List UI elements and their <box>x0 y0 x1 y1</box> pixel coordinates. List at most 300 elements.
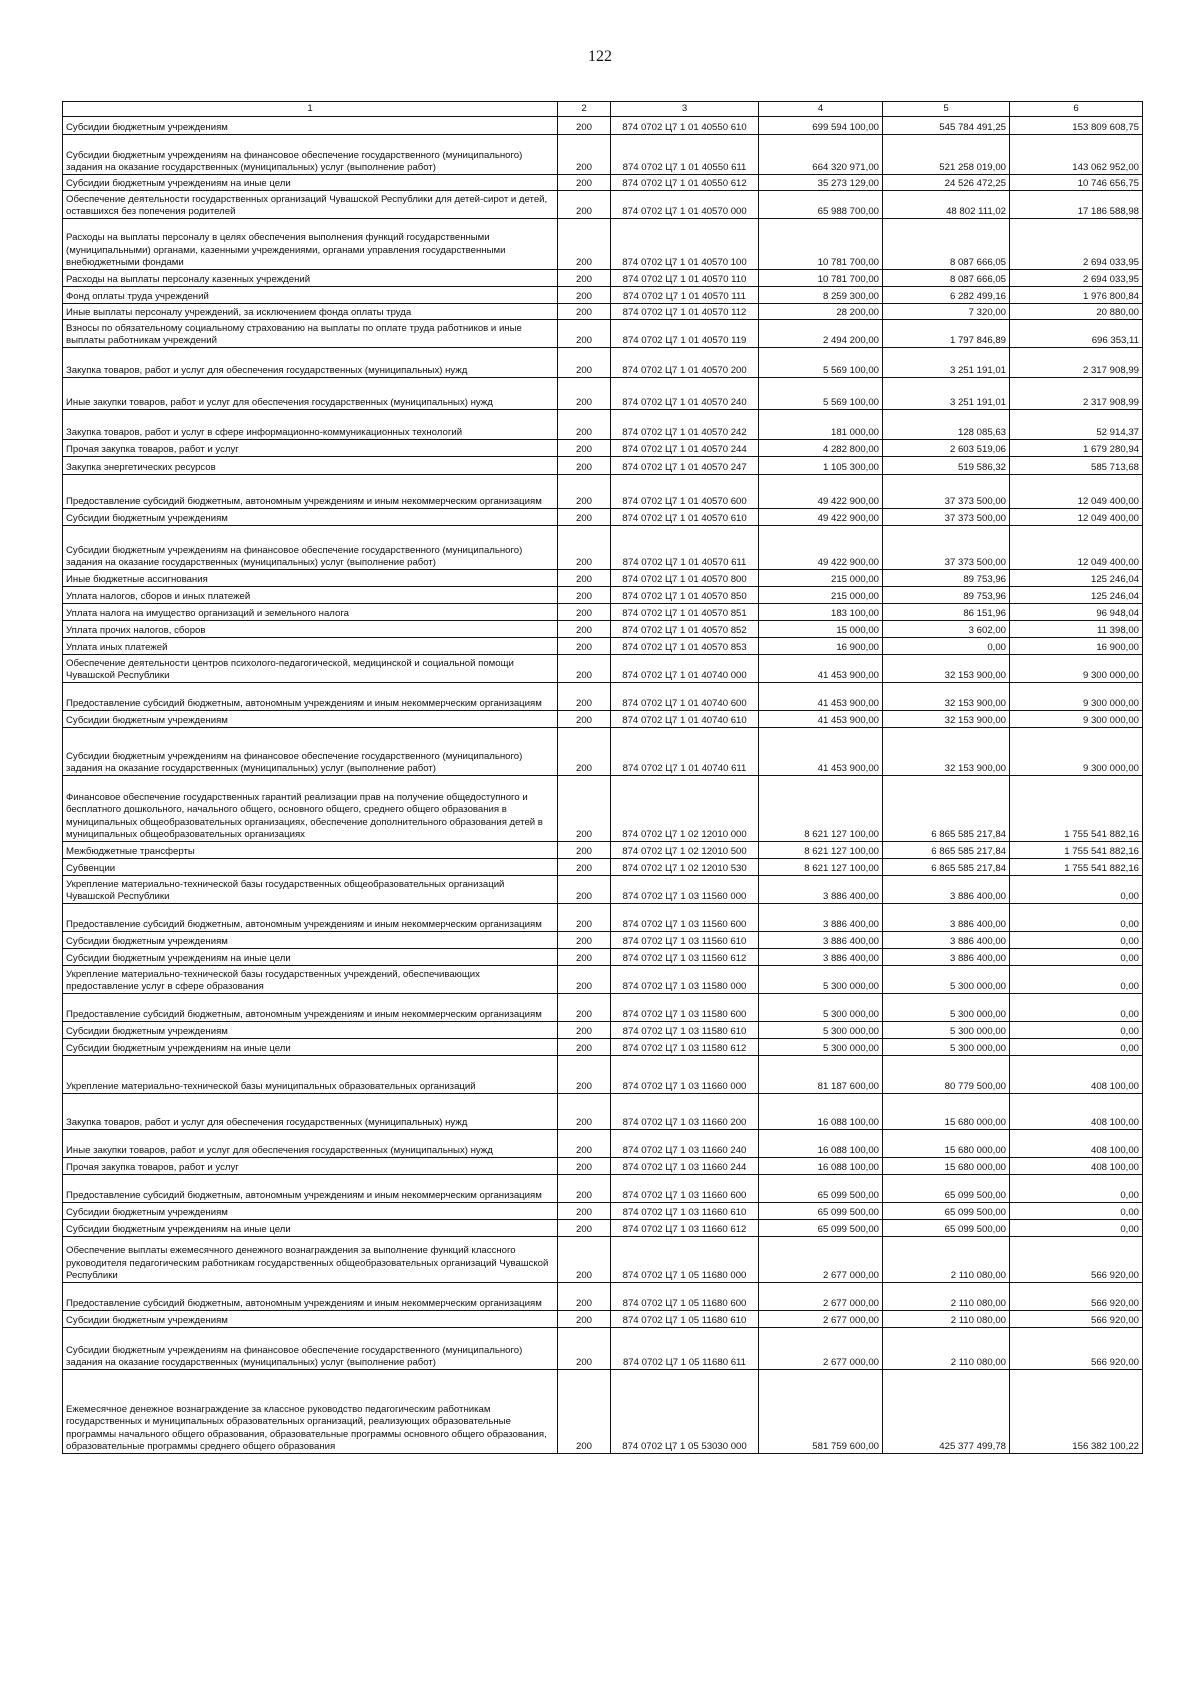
row-value-6-cell: 566 920,00 <box>1010 1311 1143 1328</box>
row-name-cell: Фонд оплаты труда учреждений <box>63 287 558 304</box>
row-value-6-cell: 0,00 <box>1010 994 1143 1022</box>
row-kbk-cell: 874 0702 Ц7 1 05 11680 611 <box>611 1328 759 1370</box>
table-body <box>63 117 1143 1454</box>
table-row <box>63 304 1143 320</box>
row-value-6-cell: 9 300 000,00 <box>1010 655 1143 683</box>
row-name-cell: Иные бюджетные ассигнования <box>63 570 558 587</box>
row-value-4-cell: 183 100,00 <box>759 604 883 621</box>
row-code-cell: 200 <box>558 1370 611 1454</box>
row-kbk-cell: 874 0702 Ц7 1 01 40550 610 <box>611 117 759 135</box>
row-code-cell: 200 <box>558 859 611 876</box>
row-kbk-cell: 874 0702 Ц7 1 01 40740 611 <box>611 728 759 776</box>
row-code-cell: 200 <box>558 638 611 655</box>
row-name-cell: Предоставление субсидий бюджетным, автономным учреждениям и иным некоммерческим организациям <box>63 904 558 932</box>
row-value-6-cell: 2 317 908,99 <box>1010 348 1143 378</box>
row-value-4-cell: 16 088 100,00 <box>759 1130 883 1158</box>
table-row <box>63 1039 1143 1056</box>
row-value-4-cell: 8 621 127 100,00 <box>759 859 883 876</box>
row-value-5-cell: 5 300 000,00 <box>883 994 1010 1022</box>
row-name-cell: Субсидии бюджетным учреждениям <box>63 1022 558 1039</box>
row-name-cell: Субсидии бюджетным учреждениям на иные цели <box>63 175 558 191</box>
row-kbk-cell: 874 0702 Ц7 1 01 40570 112 <box>611 304 759 320</box>
row-code-cell: 200 <box>558 1022 611 1039</box>
row-code-cell: 200 <box>558 570 611 587</box>
row-name-cell: Предоставление субсидий бюджетным, автономным учреждениям и иным некоммерческим организациям <box>63 1283 558 1311</box>
row-value-5-cell: 15 680 000,00 <box>883 1158 1010 1175</box>
row-value-6-cell: 0,00 <box>1010 904 1143 932</box>
row-kbk-cell: 874 0702 Ц7 1 03 11580 000 <box>611 966 759 994</box>
row-name-cell: Субвенции <box>63 859 558 876</box>
row-value-6-cell: 12 049 400,00 <box>1010 509 1143 526</box>
row-value-6-cell: 12 049 400,00 <box>1010 526 1143 570</box>
row-code-cell: 200 <box>558 655 611 683</box>
row-kbk-cell: 874 0702 Ц7 1 01 40570 852 <box>611 621 759 638</box>
row-code-cell: 200 <box>558 621 611 638</box>
row-value-5-cell: 6 865 585 217,84 <box>883 859 1010 876</box>
row-kbk-cell: 874 0702 Ц7 1 03 11660 600 <box>611 1175 759 1203</box>
row-value-4-cell: 5 300 000,00 <box>759 966 883 994</box>
row-value-4-cell: 16 088 100,00 <box>759 1094 883 1130</box>
row-value-6-cell: 566 920,00 <box>1010 1283 1143 1311</box>
row-value-6-cell: 408 100,00 <box>1010 1094 1143 1130</box>
row-kbk-cell: 874 0702 Ц7 1 03 11660 240 <box>611 1130 759 1158</box>
row-code-cell: 200 <box>558 1056 611 1094</box>
row-value-5-cell: 8 087 666,05 <box>883 270 1010 287</box>
row-code-cell: 200 <box>558 728 611 776</box>
row-value-4-cell: 2 677 000,00 <box>759 1311 883 1328</box>
row-value-4-cell: 215 000,00 <box>759 587 883 604</box>
row-name-cell: Субсидии бюджетным учреждениям на финансовое обеспечение государственного (муниципального) задания на оказание государственных (муниципальных) услуг (выполнение работ) <box>63 1328 558 1370</box>
row-code-cell: 200 <box>558 1094 611 1130</box>
row-kbk-cell: 874 0702 Ц7 1 01 40550 612 <box>611 175 759 191</box>
row-value-4-cell: 8 259 300,00 <box>759 287 883 304</box>
budget-table <box>62 101 1143 1454</box>
row-value-6-cell: 1 755 541 882,16 <box>1010 842 1143 859</box>
row-value-5-cell: 3 886 400,00 <box>883 876 1010 904</box>
row-name-cell: Расходы на выплаты персоналу в целях обеспечения выполнения функций государственными (муниципальными) органами, казенными учреждениями, органами управления государственными внебюджетными фондами <box>63 219 558 270</box>
row-name-cell: Уплата иных платежей <box>63 638 558 655</box>
row-value-5-cell: 2 110 080,00 <box>883 1283 1010 1311</box>
row-code-cell: 200 <box>558 1311 611 1328</box>
row-kbk-cell: 874 0702 Ц7 1 01 40570 240 <box>611 378 759 410</box>
table-row <box>63 378 1143 410</box>
row-kbk-cell: 874 0702 Ц7 1 01 40570 600 <box>611 475 759 509</box>
table-row <box>63 457 1143 475</box>
table-row <box>63 270 1143 287</box>
row-code-cell: 200 <box>558 1039 611 1056</box>
row-value-4-cell: 3 886 400,00 <box>759 904 883 932</box>
row-name-cell: Закупка товаров, работ и услуг для обеспечения государственных (муниципальных) нужд <box>63 348 558 378</box>
table-row <box>63 410 1143 440</box>
row-code-cell: 200 <box>558 1130 611 1158</box>
row-value-5-cell: 24 526 472,25 <box>883 175 1010 191</box>
row-name-cell: Субсидии бюджетным учреждениям <box>63 117 558 135</box>
table-row <box>63 1311 1143 1328</box>
row-name-cell: Предоставление субсидий бюджетным, автономным учреждениям и иным некоммерческим организациям <box>63 1175 558 1203</box>
table-row <box>63 219 1143 270</box>
row-code-cell: 200 <box>558 320 611 348</box>
row-name-cell: Субсидии бюджетным учреждениям <box>63 509 558 526</box>
row-value-5-cell: 519 586,32 <box>883 457 1010 475</box>
row-value-4-cell: 41 453 900,00 <box>759 728 883 776</box>
row-code-cell: 200 <box>558 191 611 219</box>
row-kbk-cell: 874 0702 Ц7 1 01 40570 850 <box>611 587 759 604</box>
row-kbk-cell: 874 0702 Ц7 1 03 11660 612 <box>611 1220 759 1237</box>
row-value-4-cell: 699 594 100,00 <box>759 117 883 135</box>
row-kbk-cell: 874 0702 Ц7 1 03 11660 244 <box>611 1158 759 1175</box>
row-value-5-cell: 65 099 500,00 <box>883 1203 1010 1220</box>
row-kbk-cell: 874 0702 Ц7 1 01 40570 247 <box>611 457 759 475</box>
row-kbk-cell: 874 0702 Ц7 1 01 40570 200 <box>611 348 759 378</box>
row-code-cell: 200 <box>558 378 611 410</box>
table-row <box>63 191 1143 219</box>
table-row <box>63 638 1143 655</box>
row-value-5-cell: 89 753,96 <box>883 570 1010 587</box>
row-name-cell: Финансовое обеспечение государственных гарантий реализации прав на получение общедоступного и бесплатного дошкольного, начального общего, основного общего, среднего общего образования в муниципальных общеобразовательных организациях, обеспечение дополнительного образования детей в муниципальных общеобразовательных организациях <box>63 776 558 842</box>
row-value-5-cell: 8 087 666,05 <box>883 219 1010 270</box>
row-name-cell: Субсидии бюджетным учреждениям <box>63 711 558 728</box>
row-value-5-cell: 15 680 000,00 <box>883 1130 1010 1158</box>
row-name-cell: Закупка товаров, работ и услуг для обеспечения государственных (муниципальных) нужд <box>63 1094 558 1130</box>
row-value-4-cell: 15 000,00 <box>759 621 883 638</box>
row-value-6-cell: 0,00 <box>1010 1039 1143 1056</box>
row-value-6-cell: 566 920,00 <box>1010 1237 1143 1283</box>
row-name-cell: Обеспечение выплаты ежемесячного денежного вознаграждения за выполнение функций классного руководителя педагогическим работникам государственных общеобразовательных организаций Чувашской Республики <box>63 1237 558 1283</box>
row-kbk-cell: 874 0702 Ц7 1 03 11660 000 <box>611 1056 759 1094</box>
row-code-cell: 200 <box>558 904 611 932</box>
row-value-6-cell: 96 948,04 <box>1010 604 1143 621</box>
row-kbk-cell: 874 0702 Ц7 1 03 11580 612 <box>611 1039 759 1056</box>
row-value-4-cell: 5 300 000,00 <box>759 994 883 1022</box>
row-code-cell: 200 <box>558 270 611 287</box>
row-code-cell: 200 <box>558 776 611 842</box>
row-kbk-cell: 874 0702 Ц7 1 01 40570 119 <box>611 320 759 348</box>
table-row <box>63 587 1143 604</box>
row-code-cell: 200 <box>558 966 611 994</box>
row-value-4-cell: 35 273 129,00 <box>759 175 883 191</box>
row-value-4-cell: 28 200,00 <box>759 304 883 320</box>
row-value-6-cell: 0,00 <box>1010 932 1143 949</box>
row-value-5-cell: 6 865 585 217,84 <box>883 842 1010 859</box>
row-value-6-cell: 1 755 541 882,16 <box>1010 859 1143 876</box>
row-value-4-cell: 41 453 900,00 <box>759 655 883 683</box>
row-value-5-cell: 32 153 900,00 <box>883 655 1010 683</box>
row-value-4-cell: 49 422 900,00 <box>759 509 883 526</box>
row-kbk-cell: 874 0702 Ц7 1 03 11560 610 <box>611 932 759 949</box>
row-name-cell: Закупка энергетических ресурсов <box>63 457 558 475</box>
row-value-5-cell: 1 797 846,89 <box>883 320 1010 348</box>
row-kbk-cell: 874 0702 Ц7 1 01 40740 000 <box>611 655 759 683</box>
row-kbk-cell: 874 0702 Ц7 1 01 40570 851 <box>611 604 759 621</box>
row-value-6-cell: 16 900,00 <box>1010 638 1143 655</box>
row-kbk-cell: 874 0702 Ц7 1 02 12010 530 <box>611 859 759 876</box>
row-code-cell: 200 <box>558 1237 611 1283</box>
row-kbk-cell: 874 0702 Ц7 1 03 11660 610 <box>611 1203 759 1220</box>
row-name-cell: Субсидии бюджетным учреждениям на иные цели <box>63 949 558 966</box>
row-code-cell: 200 <box>558 683 611 711</box>
row-value-6-cell: 143 062 952,00 <box>1010 135 1143 175</box>
row-value-5-cell: 3 886 400,00 <box>883 949 1010 966</box>
row-value-6-cell: 0,00 <box>1010 876 1143 904</box>
row-code-cell: 200 <box>558 304 611 320</box>
table-row <box>63 604 1143 621</box>
row-value-6-cell: 153 809 608,75 <box>1010 117 1143 135</box>
table-row <box>63 1130 1143 1158</box>
row-value-5-cell: 2 110 080,00 <box>883 1237 1010 1283</box>
row-value-6-cell: 0,00 <box>1010 1022 1143 1039</box>
row-name-cell: Субсидии бюджетным учреждениям на иные цели <box>63 1039 558 1056</box>
row-kbk-cell: 874 0702 Ц7 1 01 40570 244 <box>611 440 759 457</box>
row-name-cell: Закупка товаров, работ и услуг в сфере информационно-коммуникационных технологий <box>63 410 558 440</box>
row-kbk-cell: 874 0702 Ц7 1 03 11580 600 <box>611 994 759 1022</box>
row-value-4-cell: 2 494 200,00 <box>759 320 883 348</box>
table-row <box>63 994 1143 1022</box>
row-value-5-cell: 65 099 500,00 <box>883 1175 1010 1203</box>
row-name-cell: Межбюджетные трансферты <box>63 842 558 859</box>
row-value-4-cell: 664 320 971,00 <box>759 135 883 175</box>
row-value-4-cell: 215 000,00 <box>759 570 883 587</box>
row-value-5-cell: 2 603 519,06 <box>883 440 1010 457</box>
table-row <box>63 711 1143 728</box>
row-code-cell: 200 <box>558 604 611 621</box>
row-code-cell: 200 <box>558 219 611 270</box>
row-value-5-cell: 545 784 491,25 <box>883 117 1010 135</box>
row-kbk-cell: 874 0702 Ц7 1 01 40740 600 <box>611 683 759 711</box>
row-value-6-cell: 11 398,00 <box>1010 621 1143 638</box>
row-kbk-cell: 874 0702 Ц7 1 01 40550 611 <box>611 135 759 175</box>
column-header-4: 4 <box>759 102 883 117</box>
row-value-5-cell: 80 779 500,00 <box>883 1056 1010 1094</box>
row-code-cell: 200 <box>558 526 611 570</box>
row-code-cell: 200 <box>558 876 611 904</box>
row-value-5-cell: 86 151,96 <box>883 604 1010 621</box>
row-value-6-cell: 20 880,00 <box>1010 304 1143 320</box>
row-value-4-cell: 181 000,00 <box>759 410 883 440</box>
row-name-cell: Укрепление материально-технической базы государственных общеобразовательных организаций Чувашской Республики <box>63 876 558 904</box>
row-value-4-cell: 3 886 400,00 <box>759 949 883 966</box>
row-name-cell: Предоставление субсидий бюджетным, автономным учреждениям и иным некоммерческим организациям <box>63 475 558 509</box>
row-code-cell: 200 <box>558 1283 611 1311</box>
row-name-cell: Субсидии бюджетным учреждениям на иные цели <box>63 1220 558 1237</box>
row-value-6-cell: 9 300 000,00 <box>1010 711 1143 728</box>
row-value-4-cell: 2 677 000,00 <box>759 1283 883 1311</box>
row-kbk-cell: 874 0702 Ц7 1 01 40570 800 <box>611 570 759 587</box>
row-name-cell: Субсидии бюджетным учреждениям на финансовое обеспечение государственного (муниципального) задания на оказание государственных (муниципальных) услуг (выполнение работ) <box>63 526 558 570</box>
row-value-4-cell: 5 300 000,00 <box>759 1022 883 1039</box>
row-kbk-cell: 874 0702 Ц7 1 01 40570 111 <box>611 287 759 304</box>
column-header-3: 3 <box>611 102 759 117</box>
row-value-4-cell: 2 677 000,00 <box>759 1328 883 1370</box>
row-value-5-cell: 15 680 000,00 <box>883 1094 1010 1130</box>
row-name-cell: Предоставление субсидий бюджетным, автономным учреждениям и иным некоммерческим организациям <box>63 683 558 711</box>
row-kbk-cell: 874 0702 Ц7 1 03 11560 000 <box>611 876 759 904</box>
row-value-5-cell: 2 110 080,00 <box>883 1311 1010 1328</box>
row-name-cell: Укрепление материально-технической базы государственных учреждений, обеспечивающих предоставление услуг в сфере образования <box>63 966 558 994</box>
row-value-4-cell: 8 621 127 100,00 <box>759 776 883 842</box>
row-value-4-cell: 49 422 900,00 <box>759 475 883 509</box>
row-kbk-cell: 874 0702 Ц7 1 05 11680 600 <box>611 1283 759 1311</box>
row-name-cell: Обеспечение деятельности центров психолого-педагогической, медицинской и социальной помощи Чувашской Республики <box>63 655 558 683</box>
row-name-cell: Уплата налога на имущество организаций и земельного налога <box>63 604 558 621</box>
row-kbk-cell: 874 0702 Ц7 1 01 40570 611 <box>611 526 759 570</box>
row-kbk-cell: 874 0702 Ц7 1 01 40570 000 <box>611 191 759 219</box>
row-value-5-cell: 6 865 585 217,84 <box>883 776 1010 842</box>
table-row <box>63 683 1143 711</box>
row-code-cell: 200 <box>558 1203 611 1220</box>
row-value-5-cell: 37 373 500,00 <box>883 526 1010 570</box>
row-value-6-cell: 125 246,04 <box>1010 587 1143 604</box>
table-row <box>63 287 1143 304</box>
row-value-5-cell: 521 258 019,00 <box>883 135 1010 175</box>
row-code-cell: 200 <box>558 135 611 175</box>
row-code-cell: 200 <box>558 348 611 378</box>
table-row <box>63 859 1143 876</box>
row-value-5-cell: 5 300 000,00 <box>883 1022 1010 1039</box>
row-value-4-cell: 65 099 500,00 <box>759 1175 883 1203</box>
row-code-cell: 200 <box>558 1158 611 1175</box>
row-value-6-cell: 2 694 033,95 <box>1010 219 1143 270</box>
row-code-cell: 200 <box>558 932 611 949</box>
row-value-6-cell: 408 100,00 <box>1010 1056 1143 1094</box>
table-row <box>63 348 1143 378</box>
row-value-5-cell: 89 753,96 <box>883 587 1010 604</box>
row-value-4-cell: 2 677 000,00 <box>759 1237 883 1283</box>
row-code-cell: 200 <box>558 509 611 526</box>
row-value-5-cell: 0,00 <box>883 638 1010 655</box>
row-code-cell: 200 <box>558 475 611 509</box>
table-row <box>63 1283 1143 1311</box>
row-kbk-cell: 874 0702 Ц7 1 05 11680 610 <box>611 1311 759 1328</box>
row-kbk-cell: 874 0702 Ц7 1 02 12010 500 <box>611 842 759 859</box>
table-row <box>63 320 1143 348</box>
row-code-cell: 200 <box>558 410 611 440</box>
row-value-4-cell: 65 099 500,00 <box>759 1220 883 1237</box>
table-row <box>63 175 1143 191</box>
row-value-6-cell: 156 382 100,22 <box>1010 1370 1143 1454</box>
row-value-6-cell: 408 100,00 <box>1010 1130 1143 1158</box>
row-kbk-cell: 874 0702 Ц7 1 02 12010 000 <box>611 776 759 842</box>
row-value-6-cell: 0,00 <box>1010 1203 1143 1220</box>
row-value-6-cell: 2 694 033,95 <box>1010 270 1143 287</box>
row-name-cell: Укрепление материально-технической базы муниципальных образовательных организаций <box>63 1056 558 1094</box>
row-kbk-cell: 874 0702 Ц7 1 01 40740 610 <box>611 711 759 728</box>
row-value-5-cell: 32 153 900,00 <box>883 711 1010 728</box>
column-header-5: 5 <box>883 102 1010 117</box>
row-value-5-cell: 3 602,00 <box>883 621 1010 638</box>
row-value-4-cell: 65 988 700,00 <box>759 191 883 219</box>
row-value-5-cell: 128 085,63 <box>883 410 1010 440</box>
row-value-6-cell: 585 713,68 <box>1010 457 1143 475</box>
table-row <box>63 1220 1143 1237</box>
table-row <box>63 842 1143 859</box>
row-value-6-cell: 408 100,00 <box>1010 1158 1143 1175</box>
row-name-cell: Субсидии бюджетным учреждениям <box>63 932 558 949</box>
row-kbk-cell: 874 0702 Ц7 1 03 11660 200 <box>611 1094 759 1130</box>
row-value-5-cell: 425 377 499,78 <box>883 1370 1010 1454</box>
row-kbk-cell: 874 0702 Ц7 1 01 40570 100 <box>611 219 759 270</box>
table-row <box>63 932 1143 949</box>
row-value-5-cell: 2 110 080,00 <box>883 1328 1010 1370</box>
table-row <box>63 570 1143 587</box>
row-kbk-cell: 874 0702 Ц7 1 03 11580 610 <box>611 1022 759 1039</box>
row-value-6-cell: 17 186 588,98 <box>1010 191 1143 219</box>
table-row <box>63 1056 1143 1094</box>
row-value-4-cell: 10 781 700,00 <box>759 270 883 287</box>
column-header-1: 1 <box>63 102 558 117</box>
row-kbk-cell: 874 0702 Ц7 1 03 11560 600 <box>611 904 759 932</box>
row-value-5-cell: 32 153 900,00 <box>883 683 1010 711</box>
row-value-4-cell: 16 900,00 <box>759 638 883 655</box>
row-value-5-cell: 5 300 000,00 <box>883 966 1010 994</box>
row-code-cell: 200 <box>558 1328 611 1370</box>
row-value-5-cell: 32 153 900,00 <box>883 728 1010 776</box>
row-name-cell: Субсидии бюджетным учреждениям <box>63 1203 558 1220</box>
table-row <box>63 440 1143 457</box>
table-row <box>63 135 1143 175</box>
row-value-5-cell: 6 282 499,16 <box>883 287 1010 304</box>
row-code-cell: 200 <box>558 1175 611 1203</box>
row-name-cell: Уплата налогов, сборов и иных платежей <box>63 587 558 604</box>
row-value-4-cell: 8 621 127 100,00 <box>759 842 883 859</box>
table-row <box>63 1158 1143 1175</box>
header-row <box>63 102 1143 117</box>
row-name-cell: Прочая закупка товаров, работ и услуг <box>63 440 558 457</box>
row-value-4-cell: 4 282 800,00 <box>759 440 883 457</box>
row-value-4-cell: 65 099 500,00 <box>759 1203 883 1220</box>
row-value-6-cell: 12 049 400,00 <box>1010 475 1143 509</box>
row-value-6-cell: 0,00 <box>1010 949 1143 966</box>
table-row <box>63 1022 1143 1039</box>
row-name-cell: Прочая закупка товаров, работ и услуг <box>63 1158 558 1175</box>
row-name-cell: Обеспечение деятельности государственных организаций Чувашской Республики для детей-сирот и детей, оставшихся без попечения родителей <box>63 191 558 219</box>
row-name-cell: Иные выплаты персоналу учреждений, за исключением фонда оплаты труда <box>63 304 558 320</box>
row-value-4-cell: 5 300 000,00 <box>759 1039 883 1056</box>
table-row <box>63 1203 1143 1220</box>
row-code-cell: 200 <box>558 842 611 859</box>
row-value-6-cell: 696 353,11 <box>1010 320 1143 348</box>
table-row <box>63 475 1143 509</box>
row-value-5-cell: 3 886 400,00 <box>883 904 1010 932</box>
column-header-2: 2 <box>558 102 611 117</box>
table-row <box>63 1175 1143 1203</box>
row-name-cell: Расходы на выплаты персоналу казенных учреждений <box>63 270 558 287</box>
row-code-cell: 200 <box>558 949 611 966</box>
row-value-6-cell: 1 755 541 882,16 <box>1010 776 1143 842</box>
row-name-cell: Уплата прочих налогов, сборов <box>63 621 558 638</box>
row-value-6-cell: 0,00 <box>1010 1220 1143 1237</box>
table-row <box>63 1370 1143 1454</box>
row-value-5-cell: 37 373 500,00 <box>883 509 1010 526</box>
row-value-4-cell: 41 453 900,00 <box>759 683 883 711</box>
row-value-5-cell: 5 300 000,00 <box>883 1039 1010 1056</box>
row-value-4-cell: 3 886 400,00 <box>759 876 883 904</box>
row-value-5-cell: 65 099 500,00 <box>883 1220 1010 1237</box>
column-header-6: 6 <box>1010 102 1143 117</box>
table-row <box>63 1237 1143 1283</box>
row-value-5-cell: 3 251 191,01 <box>883 348 1010 378</box>
table-row <box>63 621 1143 638</box>
row-code-cell: 200 <box>558 287 611 304</box>
table-row <box>63 1328 1143 1370</box>
row-value-6-cell: 0,00 <box>1010 1175 1143 1203</box>
row-name-cell: Иные закупки товаров, работ и услуг для обеспечения государственных (муниципальных) нужд <box>63 1130 558 1158</box>
table-row <box>63 904 1143 932</box>
row-kbk-cell: 874 0702 Ц7 1 01 40570 242 <box>611 410 759 440</box>
row-value-6-cell: 9 300 000,00 <box>1010 683 1143 711</box>
row-name-cell: Ежемесячное денежное вознаграждение за классное руководство педагогическим работникам государственных и муниципальных образовательных организаций, реализующих образовательные программы начального общего образования, образовательные программы основного общего образования, образовательные программы среднего общего образования <box>63 1370 558 1454</box>
row-kbk-cell: 874 0702 Ц7 1 05 11680 000 <box>611 1237 759 1283</box>
table-row <box>63 728 1143 776</box>
